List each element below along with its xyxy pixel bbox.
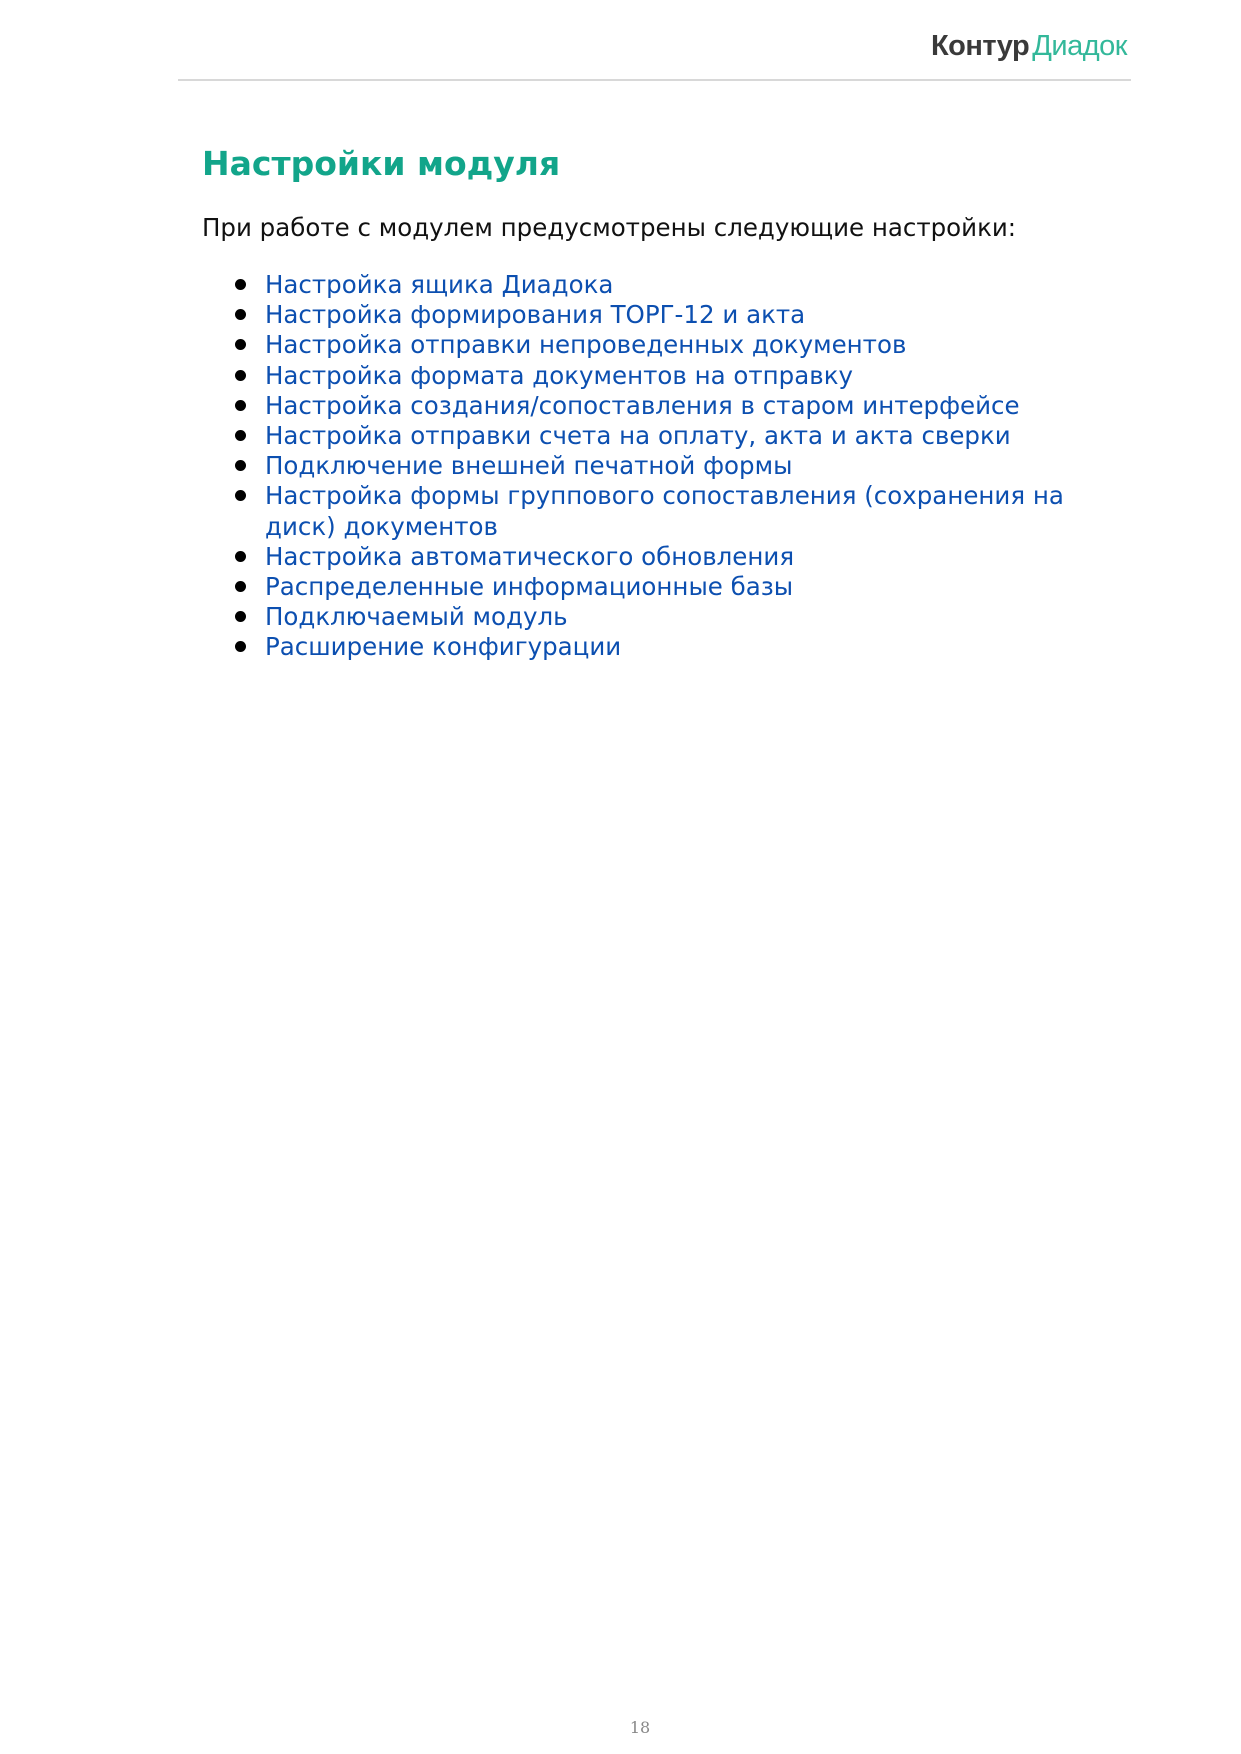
link-label: Настройка автоматического обновления [265,541,795,571]
link-label: Настройка отправки счета на оплату, акта и акта сверки [265,421,1011,451]
link-label: Настройка создания/сопоставления в старом интерфейсе [265,390,1020,420]
bullet-icon [235,400,246,411]
bullet-icon [235,551,246,562]
link-item-unposted-docs-settings[interactable] [232,330,1112,360]
link-item-plugin-module[interactable] [232,602,1112,632]
link-item-old-interface-settings[interactable] [232,391,1112,421]
page-title: Настройки модуля [202,144,561,183]
page-number: 18 [629,1718,651,1737]
link-label: Настройка формирования ТОРГ-12 и акта [265,300,806,330]
bullet-icon [235,460,246,471]
bullet-icon [235,581,246,592]
bullet-icon [235,430,246,441]
link-item-distributed-bases[interactable] [232,572,1112,602]
link-label: Подключаемый модуль [265,602,568,632]
header-divider [178,79,1131,81]
bullet-icon [235,339,246,350]
logo-diadok-text: Диадок [1032,30,1127,62]
link-item-auto-update-settings[interactable] [232,542,1112,572]
link-item-torg12-settings[interactable] [232,300,1112,330]
link-label: Распределенные информационные базы [265,572,794,602]
link-label: Расширение конфигурации [265,632,622,662]
link-label: Настройка отправки непроведенных документов [265,330,907,360]
link-label: Настройка формата документов на отправку [265,360,853,390]
link-item-group-matching-settings[interactable] [232,481,1112,541]
link-item-print-form[interactable] [232,451,1112,481]
settings-link-list [232,270,1112,663]
link-item-config-extension[interactable] [232,632,1112,662]
link-label: Настройка формы группового сопоставления (сохранения на диск) документов [265,481,1064,541]
bullet-icon [235,490,246,501]
bullet-icon [235,309,246,320]
bullet-icon [235,370,246,381]
bullet-icon [235,641,246,652]
link-item-format-settings[interactable] [232,361,1112,391]
kontur-diadok-logo [931,28,1127,64]
link-label: Подключение внешней печатной формы [265,451,793,481]
link-item-invoice-settings[interactable] [232,421,1112,451]
link-label: Настройка ящика Диадока [265,270,614,299]
intro-paragraph: При работе с модулем предусмотрены следующие настройки: [202,213,1017,242]
bullet-icon [235,611,246,622]
logo-kontur-text: Контур [930,30,1030,62]
link-item-mailbox-settings[interactable] [232,270,1112,300]
bullet-icon [235,279,246,290]
